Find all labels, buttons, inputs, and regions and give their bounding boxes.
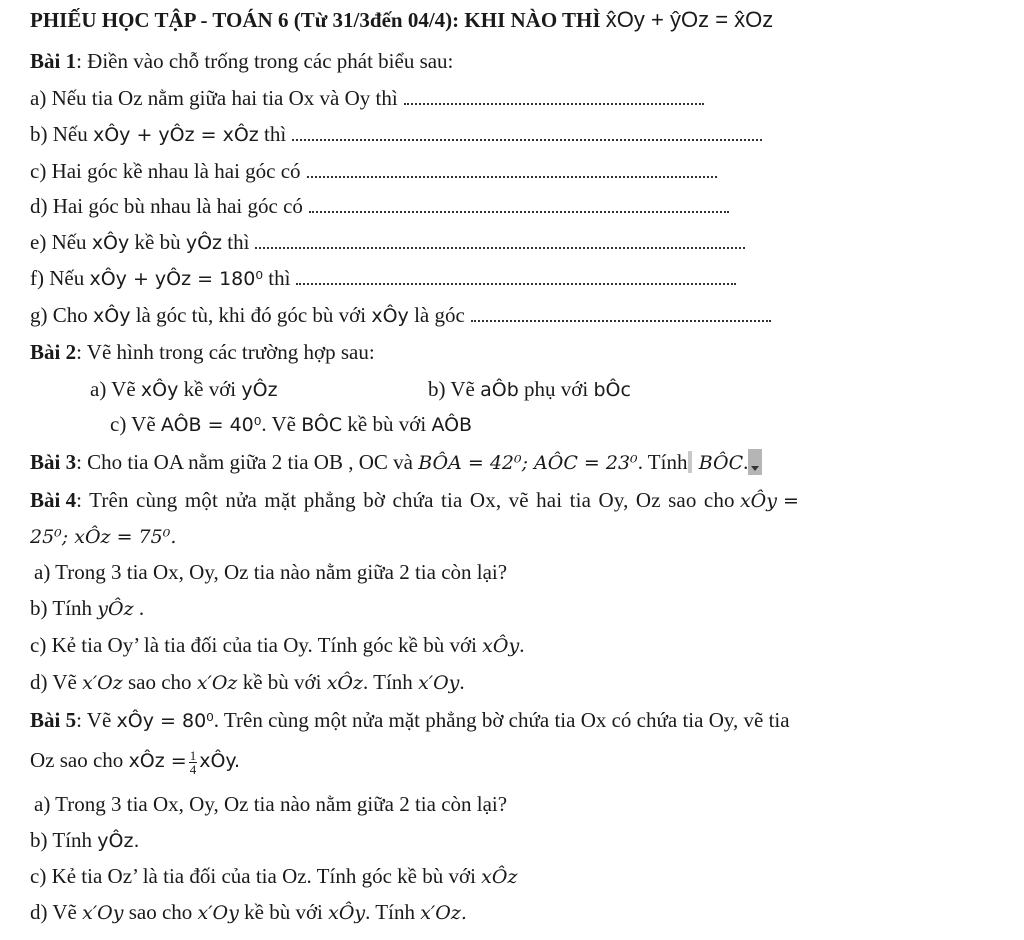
bai5-text1: : Vẽ [76, 708, 112, 732]
bai1-item-f-math: xÔy + yÔz = 180⁰ [89, 268, 263, 290]
worksheet-title [30, 6, 773, 34]
bai1-item-b-post: thì [264, 122, 287, 146]
bai2-b-math1: aÔb [480, 379, 519, 401]
bai1-item-f [30, 264, 736, 293]
bai2-c-math3: AÔB [431, 414, 473, 436]
bai1-item-g-math2: xÔy [371, 305, 409, 327]
bai2-item-c [110, 410, 472, 439]
bai4-b-math: yÔz [97, 598, 134, 620]
bai1-item-e [30, 228, 745, 257]
bai1-item-e-mid: kề bù [134, 230, 181, 254]
bai4-d-mid2: kề bù với [242, 670, 322, 694]
bai1-item-e-math1: xÔy [91, 232, 130, 254]
bai3-line [30, 448, 762, 477]
bai2-b-mid: phụ với [524, 377, 589, 401]
bai5-d-math2: x′Oy [197, 902, 239, 924]
blank-dots [404, 85, 704, 105]
bai4-c-pre: c) Kẻ tia Oy’ là tia đối của tia Oy. Tính góc kề bù với [30, 633, 477, 657]
bai2-item-b [428, 375, 631, 404]
bai2-c-pre: c) Vẽ [110, 412, 156, 436]
bai5-item-b [30, 826, 140, 855]
bai5-d-mid: sao cho [128, 900, 193, 924]
bai5-item-d [30, 898, 467, 927]
bai1-item-d [30, 192, 729, 220]
bai3-heading: Bài 3 [30, 450, 77, 474]
blank-dots [309, 193, 729, 213]
bai3-math: BÔA = 42⁰; AÔC = 23⁰ [418, 452, 638, 474]
bai3-text: : Cho tia OA nằm giữa 2 tia OB , OC và [76, 450, 413, 474]
bai5-line2-pre: Oz sao cho [30, 748, 124, 772]
bai1-intro: : Điền vào chỗ trống trong các phát biểu sau: [76, 49, 454, 73]
bai5-b-math: yÔz. [97, 830, 140, 852]
bai1-item-g-mid: là góc tù, khi đó góc bù với [135, 303, 367, 327]
bai4-d-math4: x′Oy [418, 672, 460, 694]
bai4-heading: Bài 4 [30, 488, 77, 512]
bai4-d-pre: d) Vẽ [30, 670, 77, 694]
bai4-c-math: xÔy [482, 635, 520, 657]
bai1-item-g-post: là góc [414, 303, 465, 327]
dropdown-handle-icon[interactable] [748, 449, 762, 475]
bai1-item-e-post: thì [227, 230, 250, 254]
bai5-d-mid3: . Tính [365, 900, 415, 924]
bai5-line2-math1: xÔz = [128, 750, 187, 772]
bai1-item-a-text: a) Nếu tia Oz nằm giữa hai tia Ox và Oy thì [30, 86, 398, 110]
bai5-text2: . Trên cùng một nửa mặt phẳng bờ chứa tia Ox có chứa tia Oy, vẽ tia [213, 708, 790, 732]
bai2-c-math1: AÔB = 40⁰ [160, 414, 262, 436]
bai1-item-f-pre: f) Nếu [30, 266, 85, 290]
blank-dots [471, 302, 771, 322]
bai3-end: . [743, 450, 749, 474]
bai1-item-f-post: thì [268, 266, 291, 290]
bai4-line1 [30, 486, 799, 515]
bai4-item-d [30, 668, 465, 697]
bai1-item-a [30, 84, 704, 112]
bai5-heading: Bài 5 [30, 708, 77, 732]
bai1-item-b-math: xÔy + yÔz = xÔz [92, 124, 259, 146]
bai4-d-math3: xÔz [326, 672, 364, 694]
bai2-b-pre: b) Vẽ [428, 377, 475, 401]
bai4-b-post: . [138, 596, 145, 620]
bai5-d-math3: xÔy [328, 902, 366, 924]
bai4-d-post: . [459, 670, 465, 694]
bai1-heading: Bài 1 [30, 49, 77, 73]
bai4-line2-math: 25⁰; xÔz = 75⁰. [30, 526, 177, 548]
bai5-b-pre: b) Tính [30, 828, 93, 852]
bai2-c-math2: BÔC [301, 414, 343, 436]
bai2-c-mid2: kề bù với [347, 412, 427, 436]
fraction-denominator: 4 [189, 761, 197, 777]
bai3-math2: BÔC [698, 452, 744, 474]
bai1-item-c-text: c) Hai góc kề nhau là hai góc có [30, 159, 301, 183]
bai5-c-pre: c) Kẻ tia Oz’ là tia đối của tia Oz. Tính góc kề bù với [30, 864, 476, 888]
bai4-text: : Trên cùng một nửa mặt phẳng bờ chứa tia Ox, vẽ hai tia Oy, Oz sao cho [76, 488, 735, 512]
bai4-item-c [30, 631, 524, 660]
bai2-a-math2: yÔz [241, 379, 278, 401]
bai5-item-a [34, 790, 507, 818]
bai4-item-a [34, 558, 507, 586]
bai5-line2-math2: xÔy. [199, 750, 240, 772]
bai2-b-math2: bÔc [593, 379, 631, 401]
bai1-item-c [30, 157, 717, 185]
bai2-a-pre: a) Vẽ [90, 377, 136, 401]
bai4-d-math2: x′Oz [196, 672, 238, 694]
bai4-b-pre: b) Tính [30, 596, 93, 620]
bai3-post: . Tính [637, 450, 688, 474]
bai1-item-g-math1: xÔy [93, 305, 131, 327]
bai2-c-mid: . Vẽ [261, 412, 296, 436]
fraction-numerator: 1 [189, 747, 197, 763]
bai5-c-math: xÔz [481, 866, 518, 888]
bai5-d-mid2: kề bù với [244, 900, 323, 924]
bai2-a-mid: kề với [183, 377, 237, 401]
fraction [189, 749, 198, 776]
blank-dots [255, 229, 745, 249]
bai5-item-c [30, 862, 517, 891]
bai1-item-b-pre: b) Nếu [30, 122, 88, 146]
blank-dots [307, 158, 717, 178]
bai4-d-math1: x′Oz [82, 672, 123, 694]
bai1-item-e-math2: yÔz [185, 232, 223, 254]
bai1-item-b [30, 120, 762, 149]
text-cursor-mark [688, 451, 692, 473]
bai2-a-math1: xÔy [140, 379, 179, 401]
bai4-d-mid3: . Tính [363, 670, 413, 694]
bai4-item-b [30, 594, 144, 623]
bai5-line1 [30, 706, 790, 735]
bai5-line2 [30, 746, 240, 776]
bai2-intro: : Vẽ hình trong các trường hợp sau: [76, 340, 375, 364]
bai2-heading: Bài 2 [30, 340, 77, 364]
blank-dots [296, 265, 736, 285]
title-formula: x̂Oy + ŷOz = x̂Oz [605, 7, 774, 32]
bai5-a-text: a) Trong 3 tia Ox, Oy, Oz tia nào nằm giữa 2 tia còn lại? [34, 792, 508, 816]
bai5-d-math1: x′Oy [82, 902, 124, 924]
bai1-item-g-pre: g) Cho [30, 303, 88, 327]
bai1-heading-line [30, 47, 453, 75]
title-text: PHIẾU HỌC TẬP - TOÁN 6 (Từ 31/3đến 04/4): KHI NÀO THÌ [30, 8, 601, 32]
bai5-d-pre: d) Vẽ [30, 900, 77, 924]
bai4-line2 [30, 522, 176, 551]
bai2-item-a [90, 375, 278, 404]
bai4-c-post: . [519, 633, 525, 657]
bai2-heading-line [30, 338, 375, 366]
bai4-d-mid: sao cho [127, 670, 192, 694]
bai4-math: xÔy = [739, 490, 799, 512]
bai1-item-d-text: d) Hai góc bù nhau là hai góc có [30, 194, 303, 218]
bai5-math: xÔy = 80⁰ [116, 710, 214, 732]
bai5-d-math4: x′Oz. [420, 902, 467, 924]
bai1-item-g [30, 301, 771, 330]
blank-dots [292, 121, 762, 141]
bai4-a-text: a) Trong 3 tia Ox, Oy, Oz tia nào nằm giữa 2 tia còn lại? [34, 560, 508, 584]
bai1-item-e-pre: e) Nếu [30, 230, 87, 254]
